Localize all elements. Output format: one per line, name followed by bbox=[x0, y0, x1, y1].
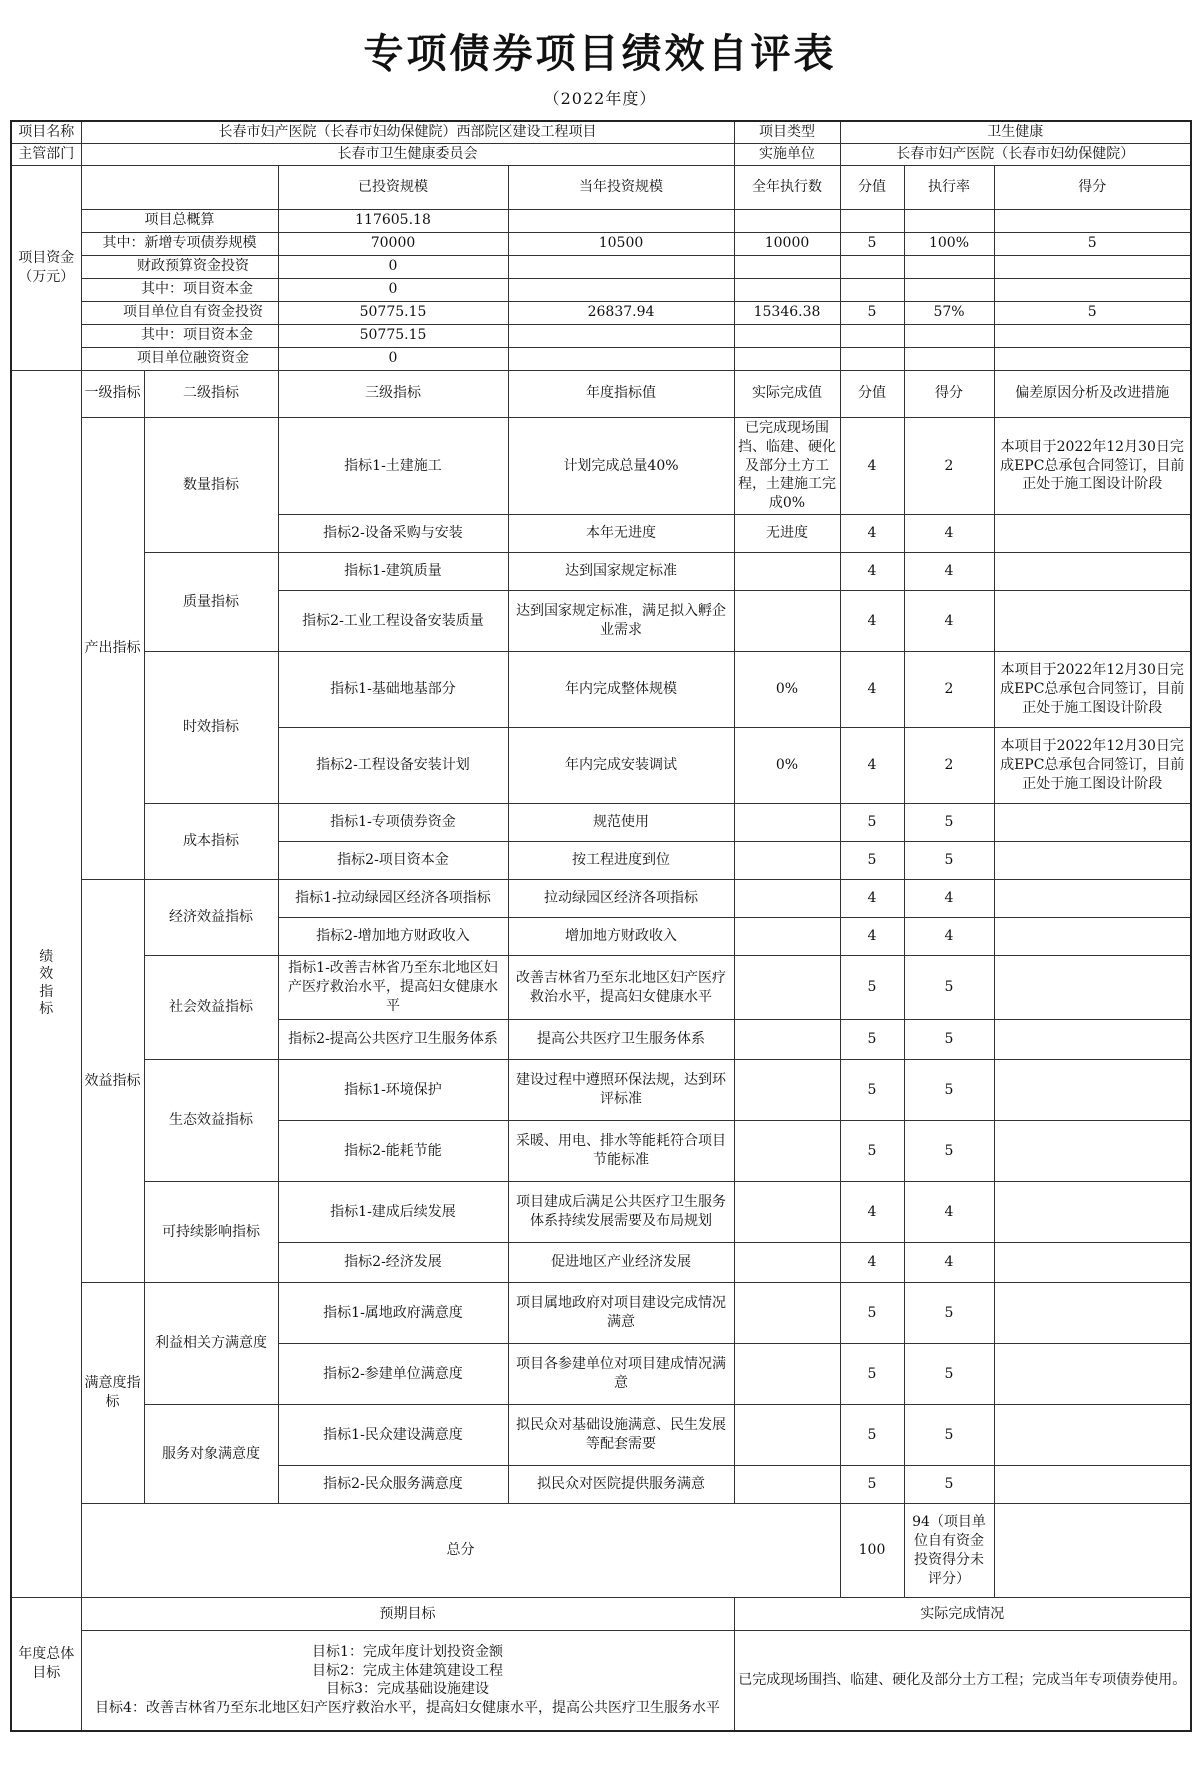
deviation-note bbox=[994, 880, 1191, 918]
target-value: 年内完成整体规模 bbox=[508, 652, 734, 728]
table-row bbox=[11, 880, 1191, 918]
level2-stakeholder: 利益相关方满意度 bbox=[144, 1283, 278, 1405]
deviation-note bbox=[994, 1466, 1191, 1504]
page-title: 专项债券项目绩效自评表 bbox=[363, 30, 837, 77]
unit-label: 实施单位 bbox=[734, 143, 840, 165]
actual-value bbox=[734, 1243, 840, 1283]
funds-rate: 100% bbox=[904, 232, 994, 255]
unit: 长春市妇产医院（长春市妇幼保健院） bbox=[840, 143, 1191, 165]
goals-label: 年度总体目标 bbox=[11, 1598, 81, 1731]
dept-label: 主管部门 bbox=[11, 143, 81, 165]
evaluation-table bbox=[10, 120, 1192, 1732]
score-value: 4 bbox=[840, 515, 904, 553]
score: 4 bbox=[904, 1182, 994, 1243]
indicator: 指标1-民众建设满意度 bbox=[278, 1405, 508, 1466]
actual-value bbox=[734, 591, 840, 652]
funds-year bbox=[508, 209, 734, 232]
actual-value bbox=[734, 804, 840, 842]
funds-row bbox=[11, 347, 1191, 370]
actual-value bbox=[734, 1121, 840, 1182]
indicator: 指标1-建成后续发展 bbox=[278, 1182, 508, 1243]
funds-row-name: 其中：项目资本金 bbox=[81, 324, 278, 347]
score: 2 bbox=[904, 417, 994, 514]
score: 4 bbox=[904, 880, 994, 918]
funds-exec bbox=[734, 255, 840, 278]
level1-benefit: 效益指标 bbox=[81, 880, 144, 1283]
expected-goals-header: 预期目标 bbox=[81, 1598, 734, 1631]
funds-score-value bbox=[840, 347, 904, 370]
level2-economic: 经济效益指标 bbox=[144, 880, 278, 956]
indicator: 指标2-工业工程设备安装质量 bbox=[278, 591, 508, 652]
funds-header-blank bbox=[81, 165, 278, 209]
table-row bbox=[11, 652, 1191, 728]
score: 5 bbox=[904, 1020, 994, 1060]
deviation-note bbox=[994, 1121, 1191, 1182]
deviation-note bbox=[994, 1060, 1191, 1121]
score: 4 bbox=[904, 553, 994, 591]
indicator: 指标1-环境保护 bbox=[278, 1060, 508, 1121]
actual-value bbox=[734, 1182, 840, 1243]
actual-value bbox=[734, 918, 840, 956]
funds-score-value bbox=[840, 209, 904, 232]
total-value: 100 bbox=[840, 1504, 904, 1598]
actual-completion: 已完成现场围挡、临建、硬化及部分土方工程；完成当年专项债券使用。 bbox=[734, 1631, 1191, 1731]
level2-cost: 成本指标 bbox=[144, 804, 278, 880]
actual-value bbox=[734, 842, 840, 880]
deviation-note bbox=[994, 918, 1191, 956]
funds-year: 10500 bbox=[508, 232, 734, 255]
deviation-note bbox=[994, 956, 1191, 1020]
perf-header: 三级指标 bbox=[278, 370, 508, 417]
target-value: 本年无进度 bbox=[508, 515, 734, 553]
indicator: 指标1-属地政府满意度 bbox=[278, 1283, 508, 1344]
funds-year bbox=[508, 278, 734, 301]
funds-header: 已投资规模 bbox=[278, 165, 508, 209]
score-value: 5 bbox=[840, 842, 904, 880]
deviation-note bbox=[994, 553, 1191, 591]
funds-invested: 0 bbox=[278, 347, 508, 370]
level2-sustainable: 可持续影响指标 bbox=[144, 1182, 278, 1283]
funds-score bbox=[994, 255, 1191, 278]
funds-score bbox=[994, 324, 1191, 347]
goal-item: 目标1：完成年度计划投资金额 bbox=[312, 1643, 503, 1660]
table-row bbox=[11, 1182, 1191, 1243]
score-value: 4 bbox=[840, 417, 904, 514]
funds-rate bbox=[904, 209, 994, 232]
actual-value bbox=[734, 1405, 840, 1466]
funds-row bbox=[11, 255, 1191, 278]
score-value: 4 bbox=[840, 1182, 904, 1243]
target-value: 年内完成安装调试 bbox=[508, 728, 734, 804]
project-type: 卫生健康 bbox=[840, 121, 1191, 143]
funds-year bbox=[508, 324, 734, 347]
indicator: 指标2-项目资本金 bbox=[278, 842, 508, 880]
target-value: 拉动绿园区经济各项指标 bbox=[508, 880, 734, 918]
score: 5 bbox=[904, 804, 994, 842]
score: 5 bbox=[904, 1344, 994, 1405]
deviation-note bbox=[994, 1283, 1191, 1344]
indicator: 指标2-提高公共医疗卫生服务体系 bbox=[278, 1020, 508, 1060]
level2-ecological: 生态效益指标 bbox=[144, 1060, 278, 1182]
project-name-label: 项目名称 bbox=[11, 121, 81, 143]
deviation-note bbox=[994, 804, 1191, 842]
level2-quantity: 数量指标 bbox=[144, 417, 278, 552]
table-row bbox=[11, 417, 1191, 514]
funds-header: 得分 bbox=[994, 165, 1191, 209]
perf-header: 实际完成值 bbox=[734, 370, 840, 417]
funds-row bbox=[11, 324, 1191, 347]
funds-row-name: 其中：项目资本金 bbox=[81, 278, 278, 301]
total-note-blank bbox=[994, 1504, 1191, 1598]
score-value: 4 bbox=[840, 652, 904, 728]
funds-invested: 50775.15 bbox=[278, 301, 508, 324]
funds-rate bbox=[904, 278, 994, 301]
target-value: 项目建成后满足公共医疗卫生服务体系持续发展需要及布局规划 bbox=[508, 1182, 734, 1243]
score-value: 5 bbox=[840, 1405, 904, 1466]
report-year: （2022年度） bbox=[543, 89, 657, 108]
funds-row bbox=[11, 301, 1191, 324]
funds-exec: 15346.38 bbox=[734, 301, 840, 324]
indicator: 指标1-基础地基部分 bbox=[278, 652, 508, 728]
indicator: 指标1-专项债券资金 bbox=[278, 804, 508, 842]
perf-header: 二级指标 bbox=[144, 370, 278, 417]
target-value: 提高公共医疗卫生服务体系 bbox=[508, 1020, 734, 1060]
goal-item: 目标2：完成主体建筑建设工程 bbox=[312, 1662, 503, 1679]
funds-score-value: 5 bbox=[840, 232, 904, 255]
funds-rate: 57% bbox=[904, 301, 994, 324]
funds-invested: 70000 bbox=[278, 232, 508, 255]
funds-label: 项目资金（万元） bbox=[11, 165, 81, 370]
perf-label: 绩效指标 bbox=[11, 370, 81, 1597]
funds-score-value bbox=[840, 324, 904, 347]
target-value: 计划完成总量40% bbox=[508, 417, 734, 514]
actual-value bbox=[734, 1466, 840, 1504]
goal-item: 目标4：改善吉林省乃至东北地区妇产医疗救治水平，提高妇女健康水平，提高公共医疗卫生服务水平 bbox=[95, 1700, 720, 1717]
funds-invested: 0 bbox=[278, 278, 508, 301]
actual-value: 0% bbox=[734, 652, 840, 728]
score: 4 bbox=[904, 1243, 994, 1283]
funds-invested: 50775.15 bbox=[278, 324, 508, 347]
funds-score-value: 5 bbox=[840, 301, 904, 324]
indicator: 指标1-改善吉林省乃至东北地区妇产医疗救治水平，提高妇女健康水平 bbox=[278, 956, 508, 1020]
indicator: 指标2-民众服务满意度 bbox=[278, 1466, 508, 1504]
total-score: 94（项目单位自有资金投资得分未评分） bbox=[904, 1504, 994, 1598]
funds-score-value bbox=[840, 278, 904, 301]
target-value: 拟民众对基础设施满意、民生发展等配套需要 bbox=[508, 1405, 734, 1466]
indicator: 指标1-土建施工 bbox=[278, 417, 508, 514]
target-value: 采暖、用电、排水等能耗符合项目节能标准 bbox=[508, 1121, 734, 1182]
level2-quality: 质量指标 bbox=[144, 553, 278, 652]
perf-header: 得分 bbox=[904, 370, 994, 417]
perf-header: 分值 bbox=[840, 370, 904, 417]
funds-year bbox=[508, 347, 734, 370]
target-value: 按工程进度到位 bbox=[508, 842, 734, 880]
funds-header: 全年执行数 bbox=[734, 165, 840, 209]
goal-item: 目标3：完成基础设施建设 bbox=[326, 1681, 489, 1698]
actual-value: 0% bbox=[734, 728, 840, 804]
funds-exec bbox=[734, 347, 840, 370]
total-label: 总分 bbox=[81, 1504, 840, 1598]
indicator: 指标2-设备采购与安装 bbox=[278, 515, 508, 553]
table-row bbox=[11, 1060, 1191, 1121]
deviation-note bbox=[994, 1243, 1191, 1283]
level2-timeliness: 时效指标 bbox=[144, 652, 278, 804]
funds-year: 26837.94 bbox=[508, 301, 734, 324]
actual-value bbox=[734, 1020, 840, 1060]
funds-header: 当年投资规模 bbox=[508, 165, 734, 209]
score-value: 4 bbox=[840, 728, 904, 804]
funds-rate bbox=[904, 347, 994, 370]
funds-score: 5 bbox=[994, 232, 1191, 255]
actual-value bbox=[734, 1344, 840, 1405]
score-value: 5 bbox=[840, 1344, 904, 1405]
target-value: 增加地方财政收入 bbox=[508, 918, 734, 956]
score: 2 bbox=[904, 652, 994, 728]
target-value: 改善吉林省乃至东北地区妇产医疗救治水平，提高妇女健康水平 bbox=[508, 956, 734, 1020]
score: 4 bbox=[904, 591, 994, 652]
funds-header: 分值 bbox=[840, 165, 904, 209]
funds-score-value bbox=[840, 255, 904, 278]
deviation-note: 本项目于2022年12月30日完成EPC总承包合同签订，目前正处于施工图设计阶段 bbox=[994, 728, 1191, 804]
actual-completion-header: 实际完成情况 bbox=[734, 1598, 1191, 1631]
funds-row-name: 项目总概算 bbox=[81, 209, 278, 232]
level2-service: 服务对象满意度 bbox=[144, 1405, 278, 1504]
deviation-note: 本项目于2022年12月30日完成EPC总承包合同签订，目前正处于施工图设计阶段 bbox=[994, 417, 1191, 514]
score-value: 5 bbox=[840, 1466, 904, 1504]
deviation-note bbox=[994, 1344, 1191, 1405]
level2-social: 社会效益指标 bbox=[144, 956, 278, 1060]
score-value: 4 bbox=[840, 1243, 904, 1283]
score-value: 5 bbox=[840, 1121, 904, 1182]
score: 5 bbox=[904, 1466, 994, 1504]
perf-header: 年度指标值 bbox=[508, 370, 734, 417]
funds-score bbox=[994, 347, 1191, 370]
score: 4 bbox=[904, 918, 994, 956]
score-value: 5 bbox=[840, 804, 904, 842]
indicator: 指标1-拉动绿园区经济各项指标 bbox=[278, 880, 508, 918]
funds-row-name: 项目单位融资资金 bbox=[81, 347, 278, 370]
score: 2 bbox=[904, 728, 994, 804]
funds-invested: 0 bbox=[278, 255, 508, 278]
dept: 长春市卫生健康委员会 bbox=[81, 143, 734, 165]
score-value: 5 bbox=[840, 1060, 904, 1121]
score-value: 4 bbox=[840, 553, 904, 591]
table-row bbox=[11, 804, 1191, 842]
funds-score: 5 bbox=[994, 301, 1191, 324]
expected-goals bbox=[81, 1631, 734, 1731]
funds-row bbox=[11, 232, 1191, 255]
target-value: 项目各参建单位对项目建成情况满意 bbox=[508, 1344, 734, 1405]
funds-exec bbox=[734, 278, 840, 301]
project-name: 长春市妇产医院（长春市妇幼保健院）西部院区建设工程项目 bbox=[81, 121, 734, 143]
indicator: 指标1-建筑质量 bbox=[278, 553, 508, 591]
funds-rate bbox=[904, 255, 994, 278]
funds-rate bbox=[904, 324, 994, 347]
table-row bbox=[11, 956, 1191, 1020]
deviation-note bbox=[994, 1020, 1191, 1060]
funds-row bbox=[11, 209, 1191, 232]
table-row bbox=[11, 1283, 1191, 1344]
table-row bbox=[11, 553, 1191, 591]
actual-value bbox=[734, 880, 840, 918]
actual-value bbox=[734, 1283, 840, 1344]
actual-value bbox=[734, 553, 840, 591]
deviation-note bbox=[994, 591, 1191, 652]
target-value: 建设过程中遵照环保法规，达到环评标准 bbox=[508, 1060, 734, 1121]
score-value: 5 bbox=[840, 1283, 904, 1344]
perf-header: 一级指标 bbox=[81, 370, 144, 417]
funds-invested: 117605.18 bbox=[278, 209, 508, 232]
deviation-note bbox=[994, 515, 1191, 553]
indicator: 指标2-工程设备安装计划 bbox=[278, 728, 508, 804]
target-value: 拟民众对医院提供服务满意 bbox=[508, 1466, 734, 1504]
score: 4 bbox=[904, 515, 994, 553]
score: 5 bbox=[904, 1405, 994, 1466]
actual-value: 已完成现场围挡、临建、硬化及部分土方工程，土建施工完成0% bbox=[734, 417, 840, 514]
score: 5 bbox=[904, 842, 994, 880]
target-value: 项目属地政府对项目建设完成情况满意 bbox=[508, 1283, 734, 1344]
score-value: 5 bbox=[840, 1020, 904, 1060]
target-value: 促进地区产业经济发展 bbox=[508, 1243, 734, 1283]
funds-exec bbox=[734, 209, 840, 232]
indicator: 指标2-经济发展 bbox=[278, 1243, 508, 1283]
funds-row-name: 其中：新增专项债券规模 bbox=[81, 232, 278, 255]
funds-year bbox=[508, 255, 734, 278]
table-row bbox=[11, 1405, 1191, 1466]
score: 5 bbox=[904, 1283, 994, 1344]
actual-value bbox=[734, 1060, 840, 1121]
deviation-note bbox=[994, 1182, 1191, 1243]
level1-satisfaction: 满意度指标 bbox=[81, 1283, 144, 1504]
perf-header: 偏差原因分析及改进措施 bbox=[994, 370, 1191, 417]
indicator: 指标2-能耗节能 bbox=[278, 1121, 508, 1182]
score-value: 4 bbox=[840, 591, 904, 652]
indicator: 指标2-增加地方财政收入 bbox=[278, 918, 508, 956]
funds-header: 执行率 bbox=[904, 165, 994, 209]
level1-output: 产出指标 bbox=[81, 417, 144, 879]
project-type-label: 项目类型 bbox=[734, 121, 840, 143]
score-value: 4 bbox=[840, 918, 904, 956]
actual-value: 无进度 bbox=[734, 515, 840, 553]
deviation-note: 本项目于2022年12月30日完成EPC总承包合同签订，目前正处于施工图设计阶段 bbox=[994, 652, 1191, 728]
indicator: 指标2-参建单位满意度 bbox=[278, 1344, 508, 1405]
deviation-note bbox=[994, 842, 1191, 880]
funds-row-name: 项目单位自有资金投资 bbox=[81, 301, 278, 324]
score: 5 bbox=[904, 1060, 994, 1121]
target-value: 规范使用 bbox=[508, 804, 734, 842]
funds-score bbox=[994, 209, 1191, 232]
score: 5 bbox=[904, 956, 994, 1020]
deviation-note bbox=[994, 1405, 1191, 1466]
score-value: 5 bbox=[840, 956, 904, 1020]
funds-row-name: 财政预算资金投资 bbox=[81, 255, 278, 278]
actual-value bbox=[734, 956, 840, 1020]
target-value: 达到国家规定标准 bbox=[508, 553, 734, 591]
target-value: 达到国家规定标准，满足拟入孵企业需求 bbox=[508, 591, 734, 652]
score-value: 4 bbox=[840, 880, 904, 918]
funds-exec bbox=[734, 324, 840, 347]
funds-exec: 10000 bbox=[734, 232, 840, 255]
funds-score bbox=[994, 278, 1191, 301]
score: 5 bbox=[904, 1121, 994, 1182]
funds-row bbox=[11, 278, 1191, 301]
